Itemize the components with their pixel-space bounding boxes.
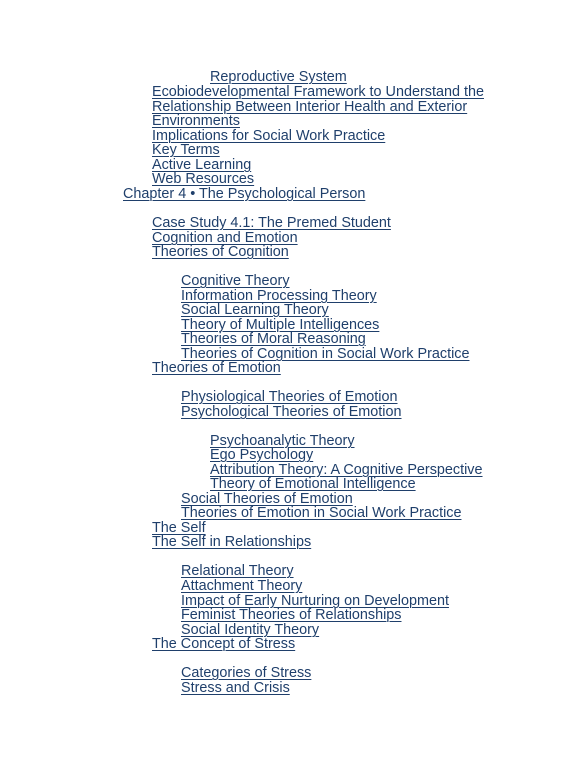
toc-link-cognitive-theory[interactable]: Cognitive Theory — [181, 273, 290, 289]
toc-link-psychological-theories[interactable]: Psychological Theories of Emotion — [181, 404, 402, 420]
toc-link-chapter-4[interactable]: Chapter 4 • The Psychological Person — [123, 186, 366, 202]
toc-link-ego-psychology[interactable]: Ego Psychology — [210, 447, 314, 463]
toc-link-stress-and-crisis[interactable]: Stress and Crisis — [181, 680, 290, 696]
toc-link-moral-reasoning[interactable]: Theories of Moral Reasoning — [181, 331, 366, 347]
toc-link-categories-of-stress[interactable]: Categories of Stress — [181, 665, 312, 681]
toc-link-ecobiodevelopmental-framework-line1[interactable]: Ecobiodevelopmental Framework to Understand the — [152, 84, 484, 100]
toc-link-social-identity-theory[interactable]: Social Identity Theory — [181, 622, 320, 638]
toc-link-early-nurturing[interactable]: Impact of Early Nurturing on Development — [181, 593, 449, 609]
toc-link-social-learning-theory[interactable]: Social Learning Theory — [181, 302, 329, 318]
toc-link-theories-of-emotion[interactable]: Theories of Emotion — [152, 360, 281, 376]
toc-link-web-resources[interactable]: Web Resources — [152, 171, 255, 187]
toc-link-ecobiodevelopmental-framework-line3[interactable]: Environments — [152, 113, 240, 129]
toc-link-cognition-social-work-practice[interactable]: Theories of Cognition in Social Work Practice — [181, 346, 470, 362]
toc-link-key-terms[interactable]: Key Terms — [152, 142, 220, 158]
toc-link-information-processing-theory[interactable]: Information Processing Theory — [181, 288, 377, 304]
toc-link-emotion-social-work-practice[interactable]: Theories of Emotion in Social Work Practice — [181, 505, 462, 521]
toc-link-attribution-theory[interactable]: Attribution Theory: A Cognitive Perspective — [210, 462, 483, 478]
toc-link-physiological-theories[interactable]: Physiological Theories of Emotion — [181, 389, 398, 405]
toc-link-the-self[interactable]: The Self — [152, 520, 206, 536]
toc-link-multiple-intelligences[interactable]: Theory of Multiple Intelligences — [181, 317, 380, 333]
toc-link-relational-theory[interactable]: Relational Theory — [181, 563, 294, 579]
toc-link-reproductive-system[interactable]: Reproductive System — [210, 69, 347, 85]
toc-link-ecobiodevelopmental-framework-line2[interactable]: Relationship Between Interior Health and Exterior — [152, 99, 468, 115]
toc-link-concept-of-stress[interactable]: The Concept of Stress — [152, 636, 296, 652]
toc-link-attachment-theory[interactable]: Attachment Theory — [181, 578, 303, 594]
toc-link-social-theories-of-emotion[interactable]: Social Theories of Emotion — [181, 491, 353, 507]
toc-link-theories-of-cognition[interactable]: Theories of Cognition — [152, 244, 289, 260]
toc-link-implications-social-work[interactable]: Implications for Social Work Practice — [152, 128, 386, 144]
toc-link-case-study-4-1[interactable]: Case Study 4.1: The Premed Student — [152, 215, 391, 231]
toc-link-self-in-relationships[interactable]: The Self in Relationships — [152, 534, 312, 550]
toc-link-feminist-theories[interactable]: Feminist Theories of Relationships — [181, 607, 402, 623]
toc-link-cognition-and-emotion[interactable]: Cognition and Emotion — [152, 230, 298, 246]
toc-link-emotional-intelligence[interactable]: Theory of Emotional Intelligence — [210, 476, 416, 492]
toc-link-psychoanalytic-theory[interactable]: Psychoanalytic Theory — [210, 433, 355, 449]
toc-link-active-learning[interactable]: Active Learning — [152, 157, 252, 173]
